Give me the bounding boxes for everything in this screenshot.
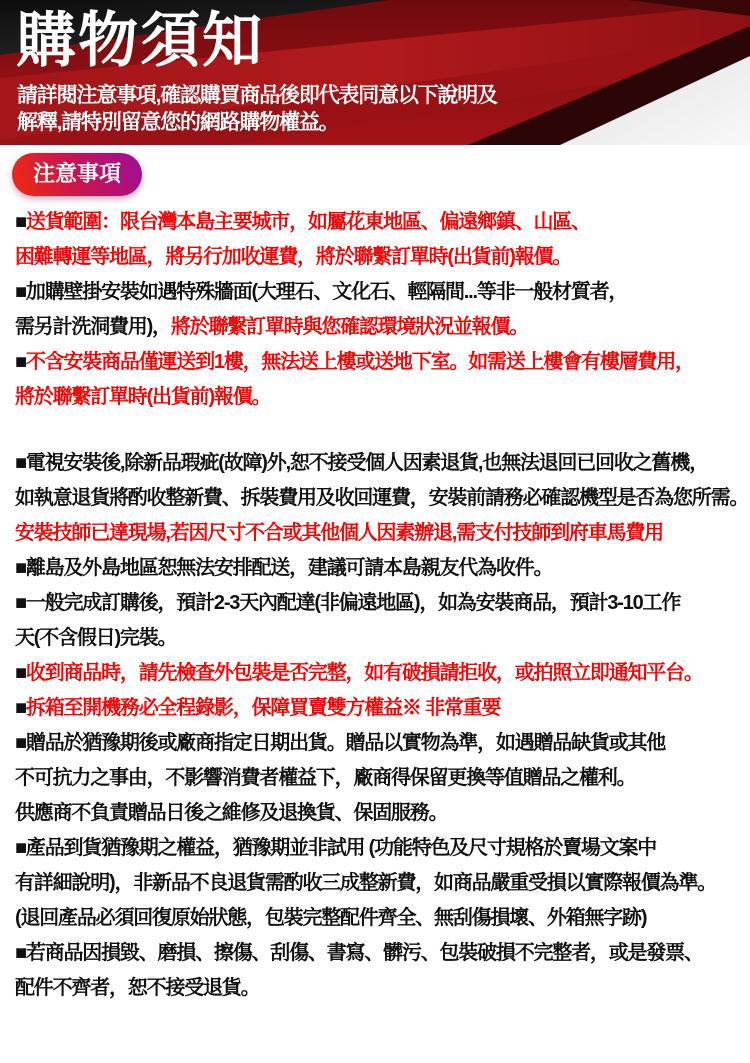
- notice-text-red: 安裝技師已達現場,若因尺寸不合或其他個人因素辦退,需支付技師到府車馬費用: [15, 522, 663, 544]
- notice-bullet-icon: ■: [15, 211, 26, 233]
- notice-text-red: 將於聯繫訂單時(出貨前)報價。: [15, 386, 271, 408]
- page-subtitle: [17, 82, 497, 136]
- notice-text: 不可抗力之事由，不影響消費者權益下，廠商得保留更換等值贈品之權利。: [15, 767, 636, 789]
- notice-line: [15, 586, 736, 621]
- notice-text: 電視安裝後,除新品瑕疵(故障)外,恕不接受個人因素退貨,也無法退回已回收之舊機，: [25, 452, 708, 474]
- page-subtitle-line2: 解釋,請特別留意您的網路購物權益。: [17, 111, 339, 134]
- notice-text: 有詳細說明)，非新品不良退貨需酌收三成整新費，如商品嚴重受損以實際報價為準。: [15, 872, 717, 894]
- notice-line: [15, 240, 736, 275]
- notice-bullet-icon: ■: [15, 281, 26, 303]
- notice-text: 需另計洗洞費用)，: [15, 316, 171, 338]
- notice-text-red: 送貨範圍：限台灣本島主要城市，如屬花東地區、偏遠鄉鎮、山區、: [25, 211, 590, 233]
- notice-text-red: 不含安裝商品僅運送到1樓，無法送上樓或送地下室。如需送上樓會有樓層費用，: [25, 351, 694, 373]
- notice-line: [15, 205, 736, 240]
- page-title: 購物須知: [16, 7, 264, 74]
- notice-bullet-icon: ■: [15, 942, 26, 964]
- notice-text-red: 困難轉運等地區，將另行加收運費，將於聯繫訂單時(出貨前)報價。: [15, 246, 572, 268]
- notice-line: [15, 831, 736, 866]
- notice-text: 贈品於猶豫期後或廠商指定日期出貨。贈品以實物為準，如遇贈品缺貨或其他: [25, 732, 666, 754]
- notice-text: 若商品因損毀、磨損、擦傷、刮傷、書寫、髒污、包裝破損不完整者，或是發票、: [25, 942, 703, 964]
- notice-list: [15, 205, 749, 1006]
- notice-line: [15, 275, 736, 310]
- notice-text-red: 將於聯繫訂單時與您確認環境狀況並報價。: [170, 316, 529, 338]
- notice-text: 如執意退貨將酌收整新費、拆裝費用及收回運費，安裝前請務必確認機型是否為您所需。: [15, 487, 749, 509]
- notice-text: 一般完成訂購後，預計2-3天內配達(非偏遠地區)，如為安裝商品，預計3-10工作: [25, 592, 681, 614]
- notice-line: [15, 446, 736, 481]
- notice-text: 天(不含假日)完裝。: [15, 627, 177, 649]
- notice-line: [15, 971, 736, 1006]
- header-banner: [0, 0, 750, 145]
- notice-line: [15, 516, 736, 551]
- notice-line: [15, 866, 736, 901]
- notice-text: 加購壁掛安裝如遇特殊牆面(大理石、文化石、輕隔間...等非一般材質者，: [25, 281, 628, 303]
- notice-text: 離島及外島地區恕無法安排配送，建議可請本島親友代為收件。: [25, 557, 553, 579]
- notice-bullet-icon: ■: [15, 452, 26, 474]
- notice-line: [15, 726, 736, 761]
- notice-text: 配件不齊者，恕不接受退貨。: [15, 977, 260, 999]
- notice-text: 供應商不負責贈品日後之維修及退換貨、保固服務。: [15, 802, 448, 824]
- notice-line: [15, 481, 749, 516]
- notice-line: [15, 761, 736, 796]
- notice-line: [15, 796, 736, 831]
- notice-line: [15, 621, 736, 656]
- notice-text-red: 收到商品時，請先檢查外包裝是否完整，如有破損請拒收，或拍照立即通知平台。: [25, 662, 703, 684]
- notice-line: [15, 656, 736, 691]
- notice-bullet-icon: ■: [15, 351, 26, 373]
- notice-line: [15, 310, 736, 345]
- notice-line: [15, 901, 736, 936]
- page-subtitle-line1: 請詳閱注意事項,確認購買商品後即代表同意以下說明及: [17, 84, 497, 107]
- notice-text: 產品到貨猶豫期之權益，猶豫期並非試用 (功能特色及尺寸規格於賣場文案中: [25, 837, 657, 859]
- notice-line: [15, 936, 736, 971]
- notice-bullet-icon: ■: [15, 697, 26, 719]
- notice-badge: 注意事項: [12, 153, 142, 196]
- notice-bullet-icon: ■: [15, 662, 26, 684]
- notice-text-red: 拆箱至開機務必全程錄影，保障買賣雙方權益※ 非常重要: [25, 697, 501, 719]
- notice-bullet-icon: ■: [15, 557, 26, 579]
- notice-bullet-icon: ■: [15, 837, 26, 859]
- notice-bullet-icon: ■: [15, 732, 26, 754]
- notice-line: [15, 345, 736, 380]
- notice-line: [15, 551, 736, 586]
- notice-bullet-icon: ■: [15, 592, 26, 614]
- notice-line: [15, 380, 736, 415]
- notice-line: [15, 691, 736, 726]
- notice-text: (退回產品必須回復原始狀態，包裝完整配件齊全、無刮傷損壞、外箱無字跡): [15, 907, 647, 929]
